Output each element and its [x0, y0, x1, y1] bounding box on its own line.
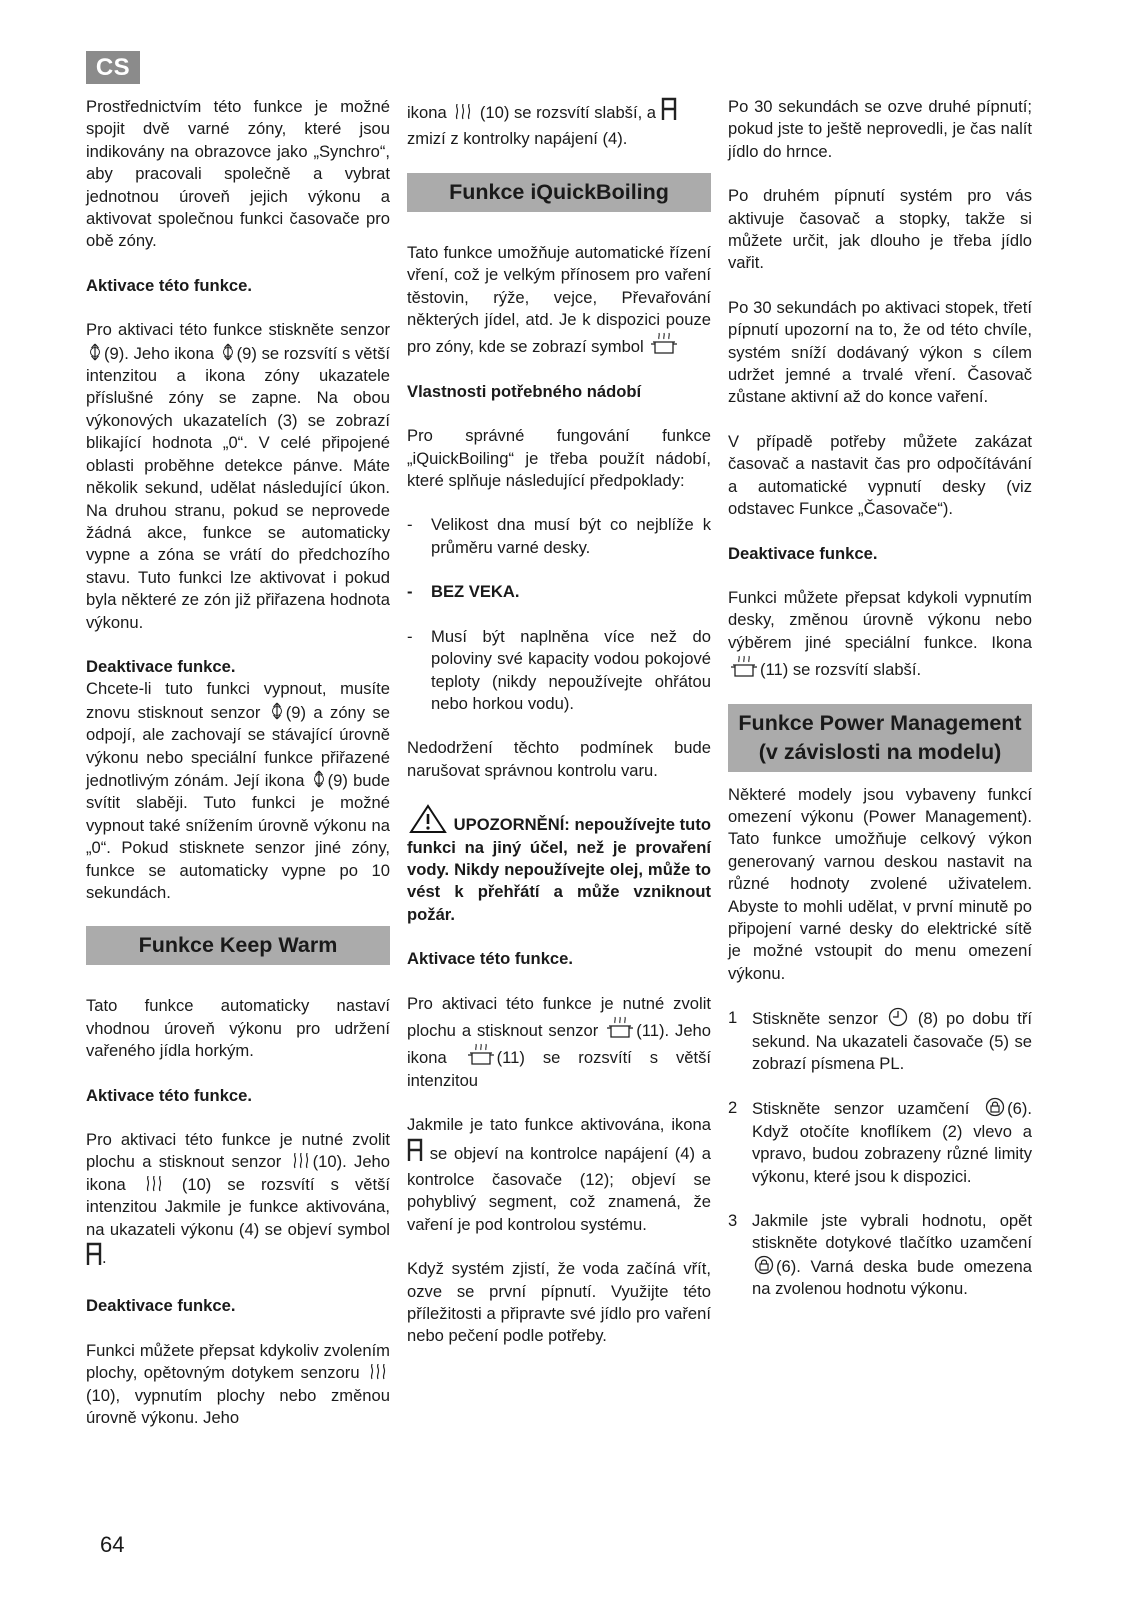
synchro-icon — [312, 769, 326, 789]
paragraph: Pro aktivaci této funkce je nutné zvolit plochu a stisknout senzor (11). Jeho ikona (11) se rozsvítí s větší intenzitou — [407, 993, 712, 1090]
paragraph: Funkci můžete přepsat kdykoliv zvolením plochy, opětovným dotykem senzoru (10), vypnutím plochy nebo změnou úrovně výkonu. Jeho — [86, 1340, 390, 1428]
warning-triangle-icon — [409, 804, 447, 834]
keep-warm-icon — [144, 1175, 164, 1193]
paragraph: Pro aktivaci této funkce je nutné zvolit plochu a stisknout senzor (10). Jeho ikona (10) se rozsvítí s větší intenzitou Jakmile je funkce aktivována, na ukazateli výkonu (4) se objeví symbol . — [86, 1129, 390, 1273]
paragraph: Některé modely jsou vybaveny funkcí omezení výkonu (Power Management). Tato funkce umožňuje celkový výkon generovaný varnou deskou nastavit na různé hodnoty zvolené uživatelem. Abyste to mohli udělat, v první minutě po připojení varné desky do elektrické sítě je možné vstoupit do menu omezení výkonu. — [728, 784, 1032, 983]
column-3 — [728, 96, 1032, 1323]
paragraph: Jakmile je tato funkce aktivována, ikona se objeví na kontrolce napájení (4) a kontrolce časovače (12); objeví se pohyblivý segment, což znamená, že vaření je pod kontrolou systému. — [407, 1115, 711, 1234]
keep-warm-icon — [291, 1152, 311, 1170]
page-number: 64 — [100, 1532, 125, 1557]
numbered-step: 1 Stiskněte senzor (8) po dobu tří sekund. Na ukazateli časovače (5) se zobrazí písmena PL. — [728, 1008, 1032, 1073]
a-segment-symbol-icon — [86, 1241, 102, 1273]
paragraph: Pro správné fungování funkce „iQuickBoiling“ je třeba použít nádobí, které splňuje následující předpoklady: — [407, 426, 711, 491]
list-item: - BEZ VEKA. — [407, 582, 520, 602]
section-title: Funkce Keep Warm — [86, 926, 390, 965]
boiling-pot-icon — [650, 331, 678, 355]
paragraph: Po druhém pípnutí systém pro vás aktivuje časovač a stopky, takže si můžete určit, jak dlouho je třeba jídlo vařit. — [728, 186, 1032, 273]
synchro-icon — [270, 701, 284, 721]
heading: Aktivace této funkce. — [86, 1085, 252, 1105]
numbered-step: 3 Jakmile jste vybrali hodnotu, opět stiskněte dotykové tlačítko uzamčení (6). Varná deska bude omezena na zvolenou hodnotu výkonu. — [728, 1211, 1032, 1299]
language-badge: CS — [86, 51, 140, 84]
list-item: - Velikost dna musí být co nejblíže k průměru varné desky. — [407, 515, 711, 557]
paragraph: Když systém zjistí, že voda začíná vřít, ozve se první pípnutí. Využijte této příležitosti a připravte své jídlo pro vaření nebo pečení podle potřeby. — [407, 1259, 711, 1346]
heading: Deaktivace funkce. — [728, 543, 878, 563]
paragraph: Tato funkce automaticky nastaví vhodnou úroveň výkonu pro udržení vařeného jídla horkým. — [86, 996, 390, 1061]
paragraph: Chcete-li tuto funkci vypnout, musíte znovu stisknout senzor (9) a zóny se odpojí, ale zachovají se stávající úrovně výkonu nebo speciální funkce přiřazené jednotlivým zónám. Její ikona (9) bude svítit slaběji. Tuto funkci je možné vypnout také snížením úrovně výkonu na „0“. Pokud stisknete senzor jiné zóny, funkce se automaticky vypne po 10 sekundách. — [86, 679, 391, 902]
section-title: Funkce iQuickBoiling — [407, 173, 711, 212]
column-1 — [86, 96, 390, 1452]
keep-warm-icon — [368, 1363, 388, 1381]
section-title: Funkce Power Management (v závislosti na modelu) — [728, 704, 1032, 772]
synchro-icon — [221, 342, 235, 362]
paragraph: V případě potřeby můžete zakázat časovač a nastavit čas pro odpočítávání a automatické vypnutí desky (viz odstavec Funkce „Časovače“). — [728, 431, 1032, 519]
paragraph: Po 30 sekundách po aktivaci stopek, třetí pípnutí upozorní na to, že od této chvíle, systém sníží dodávaný výkon s cílem udržet jemné a trvalé vření. Časovač zůstane aktivní až do konce vaření. — [728, 297, 1032, 407]
warning-notice: UPOZORNĚNÍ: nepoužívejte tuto funkci na jiný účel, než je provaření vody. Nikdy nepoužívejte olej, může to vést k přehřátí a může vzniknout požár. — [407, 804, 711, 926]
heading: Deaktivace funkce. — [86, 656, 236, 676]
lock-icon — [754, 1255, 774, 1275]
heading: Aktivace této funkce. — [86, 275, 252, 295]
lock-icon — [985, 1097, 1005, 1117]
paragraph: Nedodržení těchto podmínek bude narušovat správnou kontrolu varu. — [407, 738, 711, 780]
a-segment-symbol-icon — [407, 1137, 423, 1169]
synchro-icon — [88, 342, 102, 362]
a-segment-symbol-icon — [661, 96, 677, 128]
heading: Aktivace této funkce. — [407, 949, 573, 969]
paragraph: Prostřednictvím této funkce je možné spojit dvě varné zóny, které jsou indikovány na obrazovce jako „Synchro“, aby pracovali společně a vybrat jednotnou úroveň jejich výkonu a aktivovat společnou funkci časovače pro obě zóny. — [86, 97, 390, 251]
list-item: - Musí být naplněna více než do poloviny své kapacity vodou pokojové teploty (nikdy nepoužívejte ohřátou nebo horkou vodu). — [407, 626, 711, 713]
numbered-step: 2 Stiskněte senzor uzamčení (6). Když otočíte knoflíkem (2) vlevo a vpravo, budou zobrazeny různé limity výkonu, které jsou k dispozici. — [728, 1098, 1032, 1186]
paragraph: Funkci můžete přepsat kdykoli vypnutím desky, změnou úrovně výkonu nebo výběrem jiné speciální funkce. Ikona (11) se rozsvítí slabší. — [728, 587, 1032, 680]
boiling-pot-icon — [606, 1015, 634, 1039]
paragraph: Tato funkce umožňuje automatické řízení vření, což je velkým přínosem pro vaření těstovin, rýže, vejce, Převařování některých jídel, atd. Je k dispozici pouze pro zóny, kde se zobrazí symbol — [407, 242, 711, 357]
heading: Deaktivace funkce. — [86, 1296, 236, 1316]
clock-icon — [888, 1007, 908, 1027]
heading: Vlastnosti potřebného nádobí — [407, 381, 642, 401]
paragraph: Pro aktivaci této funkce stiskněte senzor (9). Jeho ikona (9) se rozsvítí s větší intenzitou a ikona zóny ukazatele příslušné zóny se zapne. Na obou výkonových ukazatelích (3) se zobrazí blikající hodnota „0“. V celé připojené oblasti proběhne detekce pánve. Máte několik sekund, udělat následující úkon. Na druhou stranu, pokud se neprovede žádná akce, funkce se automaticky vypne a zóna se vrátí do předchozího stavu. Tuto funkci lze aktivovat i pokud byla některé ze zón již přiřazena hodnota výkonu. — [86, 320, 390, 632]
boiling-pot-icon — [467, 1042, 495, 1066]
boiling-pot-icon — [730, 654, 758, 678]
paragraph: ikona (10) se rozsvítí slabší, a zmizí z kontrolky napájení (4). — [407, 96, 711, 151]
paragraph: Po 30 sekundách se ozve druhé pípnutí; pokud jste to ještě neprovedli, je čas nalít jídlo do hrnce. — [728, 97, 1032, 161]
keep-warm-icon — [453, 103, 473, 121]
column-2 — [407, 96, 711, 1370]
